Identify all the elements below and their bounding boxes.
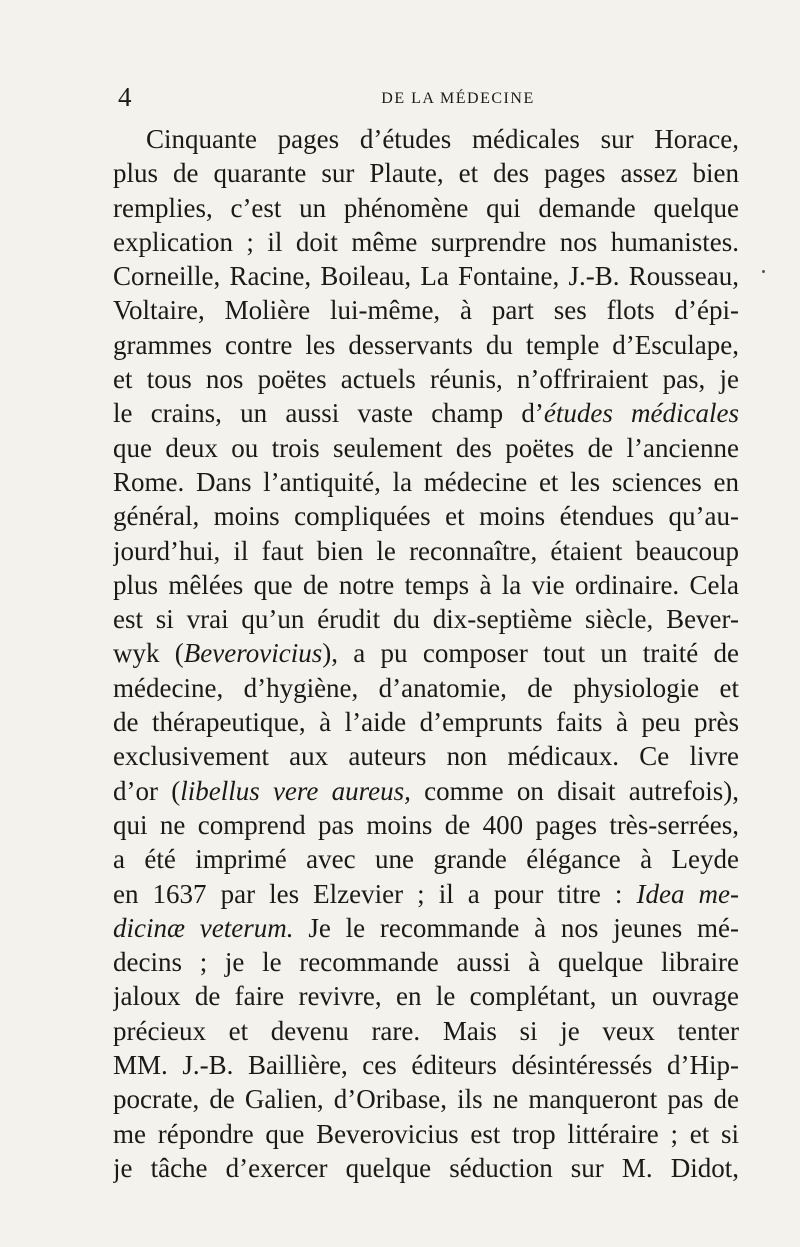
italic-text: études médicales — [543, 398, 739, 429]
text-segment: le crains, un aussi vaste champ d’ — [113, 398, 544, 429]
text-segment: qui ne comprend pas moins de 400 pages très-serrées, — [113, 809, 739, 840]
text-line — [113, 911, 739, 945]
text-segment: grammes contre les desservants du temple d’Esculape, — [113, 329, 739, 360]
text-line — [113, 191, 739, 225]
page-header — [118, 82, 738, 114]
text-line — [113, 465, 739, 499]
text-segment: Voltaire, Molière lui-même, à part ses flots d’épi- — [113, 295, 739, 326]
page-number: 4 — [118, 82, 132, 112]
text-segment: comme on disait autrefois), — [410, 775, 739, 806]
text-segment: ), a pu composer tout un traité de — [322, 638, 739, 669]
paper-speck — [762, 270, 765, 273]
text-segment: plus de quarante sur Plaute, et des pages assez bien — [113, 158, 739, 189]
text-line — [113, 156, 739, 190]
text-line — [113, 293, 739, 327]
text-line — [113, 122, 739, 156]
text-line — [113, 568, 739, 602]
italic-text: Idea me- — [636, 878, 739, 909]
text-segment: d’or ( — [113, 775, 181, 806]
text-segment: pocrate, de Galien, d’Oribase, ils ne manqueront pas de — [113, 1084, 739, 1115]
text-segment: Corneille, Racine, Boileau, La Fontaine, J.-B. Rousseau, — [113, 261, 739, 292]
text-line — [113, 842, 739, 876]
text-line — [113, 636, 739, 670]
text-segment: Cinquante pages d’études médicales sur Horace, — [146, 124, 739, 154]
text-line — [113, 602, 739, 636]
text-line — [113, 739, 739, 773]
italic-text: libellus vere aureus, — [180, 775, 411, 806]
text-line — [113, 1151, 739, 1185]
text-line — [113, 431, 739, 465]
text-line — [113, 1014, 739, 1048]
italic-text: Beverovicius — [183, 638, 323, 669]
text-line — [113, 534, 739, 568]
text-segment: remplies, c’est un phénomène qui demande quelque — [113, 192, 739, 223]
text-segment: que deux ou trois seulement des poëtes de l’ancienne — [113, 432, 739, 463]
text-line — [113, 396, 739, 430]
text-segment: et tous nos poëtes actuels réunis, n’offriraient pas, je — [113, 364, 739, 395]
text-line — [113, 1048, 739, 1082]
text-line — [113, 877, 739, 911]
text-segment: en 1637 par les Elzevier ; il a pour titre : — [113, 878, 637, 909]
text-line — [113, 328, 739, 362]
body-text — [113, 122, 739, 1185]
text-segment: médecine, d’hygiène, d’anatomie, de physiologie et — [113, 672, 739, 703]
text-segment: a été imprimé avec une grande élégance à Leyde — [113, 844, 739, 875]
text-line — [113, 1082, 739, 1116]
text-line — [113, 774, 739, 808]
text-segment: Je le recommande à nos jeunes mé- — [293, 912, 739, 943]
text-segment: jourd’hui, il faut bien le reconnaître, étaient beaucoup — [113, 535, 739, 566]
text-line — [113, 808, 739, 842]
text-line — [113, 945, 739, 979]
text-segment: est si vrai qu’un érudit du dix-septième siècle, Bever- — [113, 604, 739, 635]
text-line — [113, 362, 739, 396]
text-segment: Rome. Dans l’antiquité, la médecine et les sciences en — [113, 466, 739, 497]
text-segment: précieux et devenu rare. Mais si je veux tenter — [113, 1015, 739, 1046]
text-segment: MM. J.-B. Baillière, ces éditeurs désintéressés d’Hip- — [113, 1050, 739, 1081]
text-line — [113, 1117, 739, 1151]
text-line — [113, 705, 739, 739]
text-segment: me répondre que Beverovicius est trop littéraire ; et si — [113, 1118, 739, 1149]
italic-text: dicinæ veterum. — [113, 912, 294, 943]
running-head: DE LA MÉDECINE — [381, 90, 535, 107]
text-line — [113, 671, 739, 705]
text-segment: je tâche d’exercer quelque séduction sur M. Didot, — [113, 1152, 739, 1183]
text-line — [113, 979, 739, 1013]
text-line — [113, 499, 739, 533]
text-segment: exclusivement aux auteurs non médicaux. Ce livre — [113, 741, 739, 772]
text-segment: decins ; je le recommande aussi à quelque libraire — [113, 947, 739, 978]
text-segment: de thérapeutique, à l’aide d’emprunts faits à peu près — [113, 707, 739, 738]
text-segment: explication ; il doit même surprendre nos humanistes. — [113, 226, 739, 257]
text-segment: jaloux de faire revivre, en le complétant, un ouvrage — [113, 981, 739, 1012]
text-segment: général, moins compliquées et moins étendues qu’au- — [113, 501, 739, 532]
text-segment: wyk ( — [113, 638, 184, 669]
text-segment: plus mêlées que de notre temps à la vie ordinaire. Cela — [113, 569, 739, 600]
text-line — [113, 225, 739, 259]
text-line — [113, 259, 739, 293]
